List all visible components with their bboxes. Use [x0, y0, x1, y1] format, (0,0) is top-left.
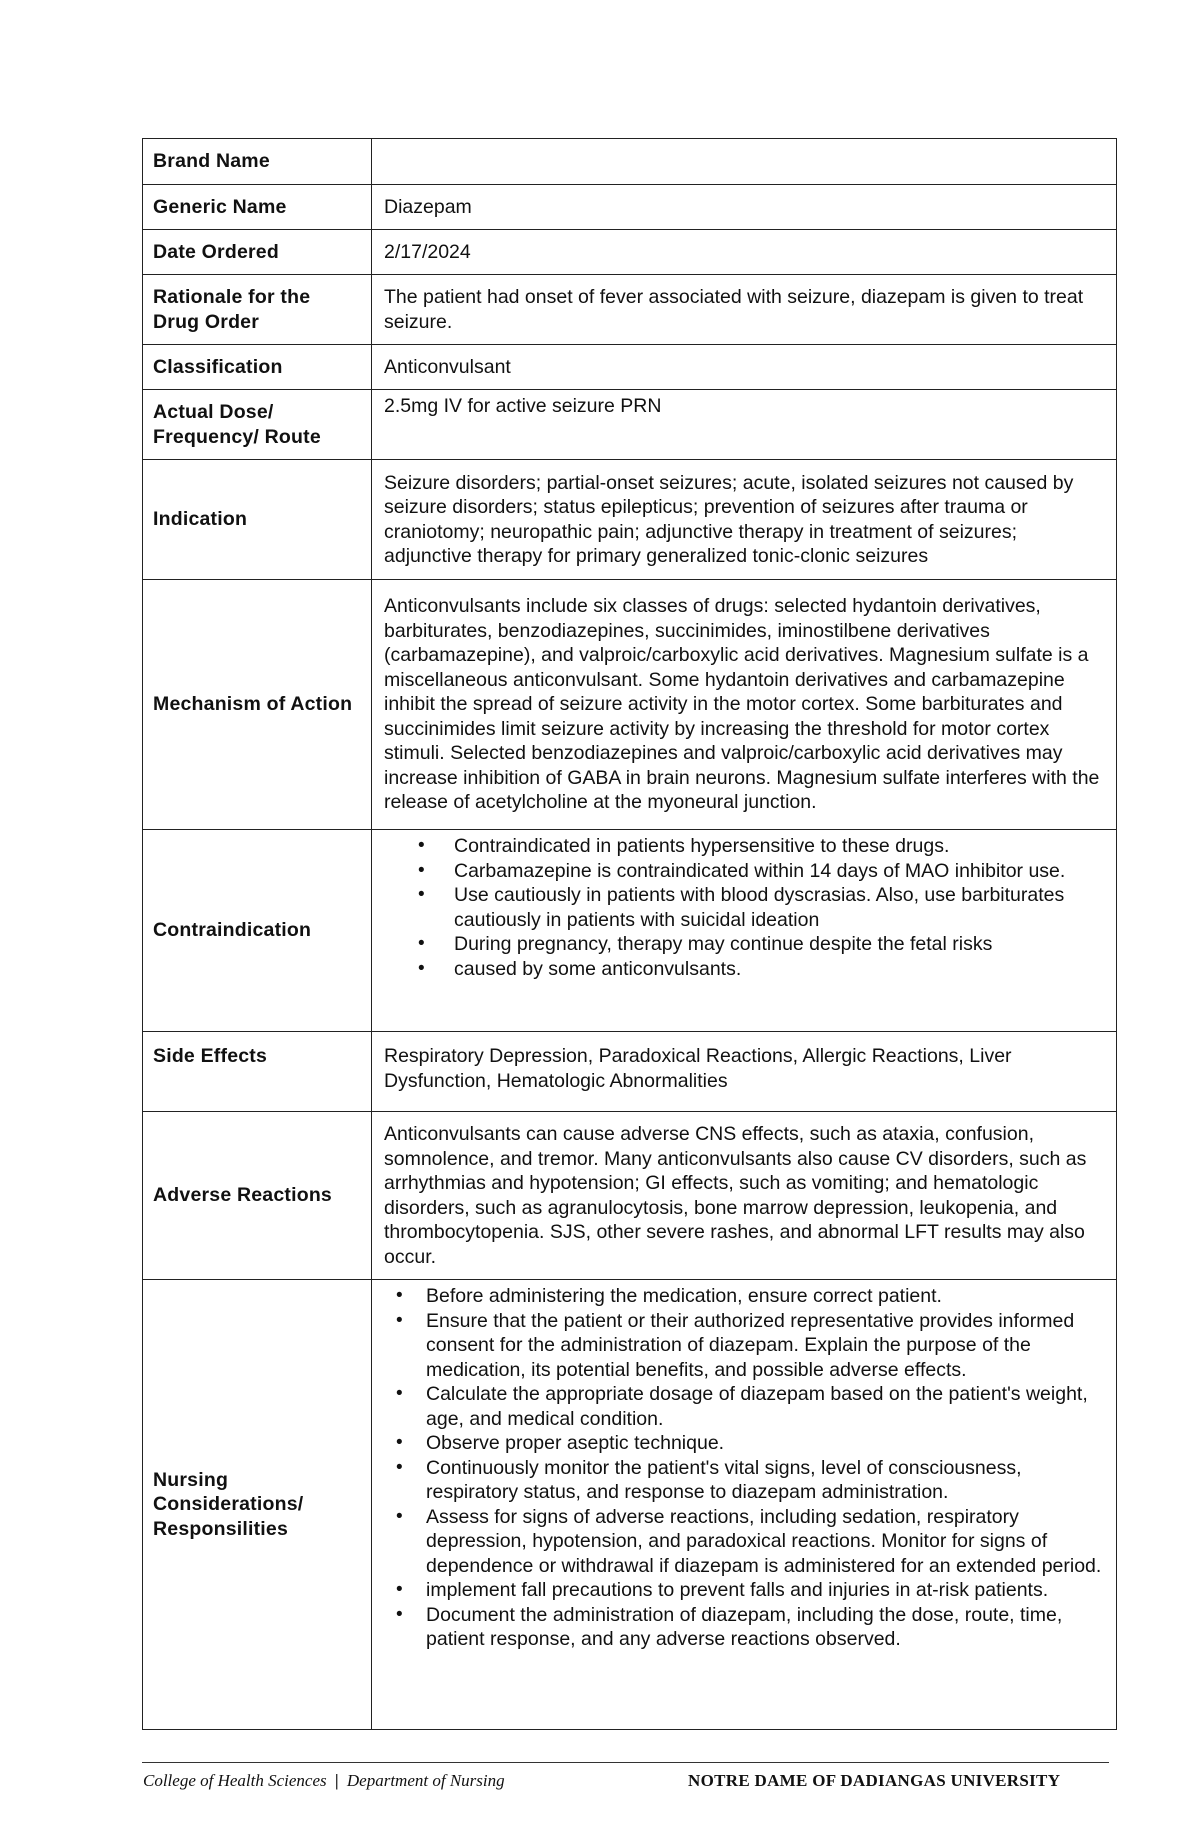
row-brand-name [143, 139, 1117, 185]
value-side-effects: Respiratory Depression, Paradoxical Reactions, Allergic Reactions, Liver Dysfunction, Hematologic Abnormalities [372, 1032, 1117, 1112]
label-indication: Indication [143, 460, 372, 580]
value-indication: Seizure disorders; partial-onset seizures; acute, isolated seizures not caused by seizure disorders; status epilepticus; prevention of seizures after trauma or craniotomy; neuropathic pain; adjunctive therapy in treatment of seizures; adjunctive therapy for primary generalized tonic-clonic seizures [372, 460, 1117, 580]
footer-separator: | [334, 1771, 339, 1790]
list-item: • Observe proper aseptic technique. [426, 1431, 1106, 1456]
label-mechanism: Mechanism of Action [143, 580, 372, 830]
label-classification: Classification [143, 345, 372, 390]
row-contraindication [143, 830, 1117, 1032]
row-date-ordered [143, 230, 1117, 275]
list-item: • Calculate the appropriate dosage of diazepam based on the patient's weight, age, and medical condition. [426, 1382, 1106, 1431]
value-contraindication [372, 830, 1117, 1032]
value-nursing-considerations [372, 1280, 1117, 1730]
label-contraindication: Contraindication [143, 830, 372, 1032]
label-adverse-reactions: Adverse Reactions [143, 1112, 372, 1280]
value-date-ordered: 2/17/2024 [372, 230, 1117, 275]
drug-study-table [142, 138, 1117, 1730]
row-nursing-considerations [143, 1280, 1117, 1730]
value-classification: Anticonvulsant [372, 345, 1117, 390]
value-adverse-reactions: Anticonvulsants can cause adverse CNS effects, such as ataxia, confusion, somnolence, and tremor. Many anticonvulsants also cause CV disorders, such as arrhythmias and hypotension; GI effects, such as vomiting; and hematologic disorders, such as agranulocytosis, bone marrow depression, leukopenia, and thrombocytopenia. SJS, other severe rashes, and abnormal LFT results may also occur. [372, 1112, 1117, 1280]
label-rationale: Rationale for the Drug Order [143, 275, 372, 345]
footer-divider [142, 1762, 1109, 1763]
footer-department: Department of Nursing [346, 1771, 505, 1790]
row-dose [143, 390, 1117, 460]
value-dose: 2.5mg IV for active seizure PRN [372, 390, 1117, 460]
list-item: • During pregnancy, therapy may continue despite the fetal risks [454, 932, 1106, 957]
value-brand-name [372, 139, 1117, 185]
list-item: • Carbamazepine is contraindicated within 14 days of MAO inhibitor use. [454, 859, 1106, 884]
list-item: • Use cautiously in patients with blood dyscrasias. Also, use barbiturates cautiously in patients with suicidal ideation [454, 883, 1106, 932]
list-item: • Before administering the medication, ensure correct patient. [426, 1284, 1106, 1309]
row-generic-name [143, 185, 1117, 230]
list-item: • Ensure that the patient or their authorized representative provides informed consent for the administration of diazepam. Explain the purpose of the medication, its potential benefits, and possible adverse effects. [426, 1309, 1106, 1383]
label-side-effects: Side Effects [143, 1032, 372, 1112]
row-rationale [143, 275, 1117, 345]
label-generic-name: Generic Name [143, 185, 372, 230]
value-generic-name: Diazepam [372, 185, 1117, 230]
list-item: • Document the administration of diazepam, including the dose, route, time, patient response, and any adverse reactions observed. [426, 1603, 1106, 1652]
row-mechanism [143, 580, 1117, 830]
list-item: • Contraindicated in patients hypersensitive to these drugs. [454, 834, 1106, 859]
nursing-list [384, 1284, 1106, 1652]
footer-college-department [143, 1771, 505, 1791]
row-classification [143, 345, 1117, 390]
value-rationale: The patient had onset of fever associated with seizure, diazepam is given to treat seizure. [372, 275, 1117, 345]
list-item: • Continuously monitor the patient's vital signs, level of consciousness, respiratory status, and response to diazepam administration. [426, 1456, 1106, 1505]
row-side-effects [143, 1032, 1117, 1112]
value-mechanism: Anticonvulsants include six classes of drugs: selected hydantoin derivatives, barbiturates, benzodiazepines, succinimides, iminostilbene derivatives (carbamazepine), and valproic/carboxylic acid derivatives. Magnesium sulfate is a miscellaneous anticonvulsant. Some hydantoin derivatives and carbamazepine inhibit the spread of seizure activity in the motor cortex. Some barbiturates and succinimides limit seizure activity by increasing the threshold for motor cortex stimuli. Selected benzodiazepines and valproic/carboxylic acid derivatives may increase inhibition of GABA in brain neurons. Magnesium sulfate interferes with the release of acetylcholine at the myoneural junction. [372, 580, 1117, 830]
list-item: • Assess for signs of adverse reactions, including sedation, respiratory depression, hypotension, and paradoxical reactions. Monitor for signs of dependence or withdrawal if diazepam is administered for an extended period. [426, 1505, 1106, 1579]
list-item: • caused by some anticonvulsants. [454, 957, 1106, 982]
label-nursing-considerations: Nursing Considerations/ Responsilities [143, 1280, 372, 1730]
label-brand-name: Brand Name [143, 139, 372, 185]
row-indication [143, 460, 1117, 580]
list-item: • implement fall precautions to prevent falls and injuries in at-risk patients. [426, 1578, 1106, 1603]
label-date-ordered: Date Ordered [143, 230, 372, 275]
contraindication-list [384, 834, 1106, 981]
label-dose: Actual Dose/ Frequency/ Route [143, 390, 372, 460]
row-adverse-reactions [143, 1112, 1117, 1280]
footer-university: NOTRE DAME OF DADIANGAS UNIVERSITY [688, 1771, 1061, 1790]
footer-college: College of Health Sciences [143, 1771, 327, 1790]
